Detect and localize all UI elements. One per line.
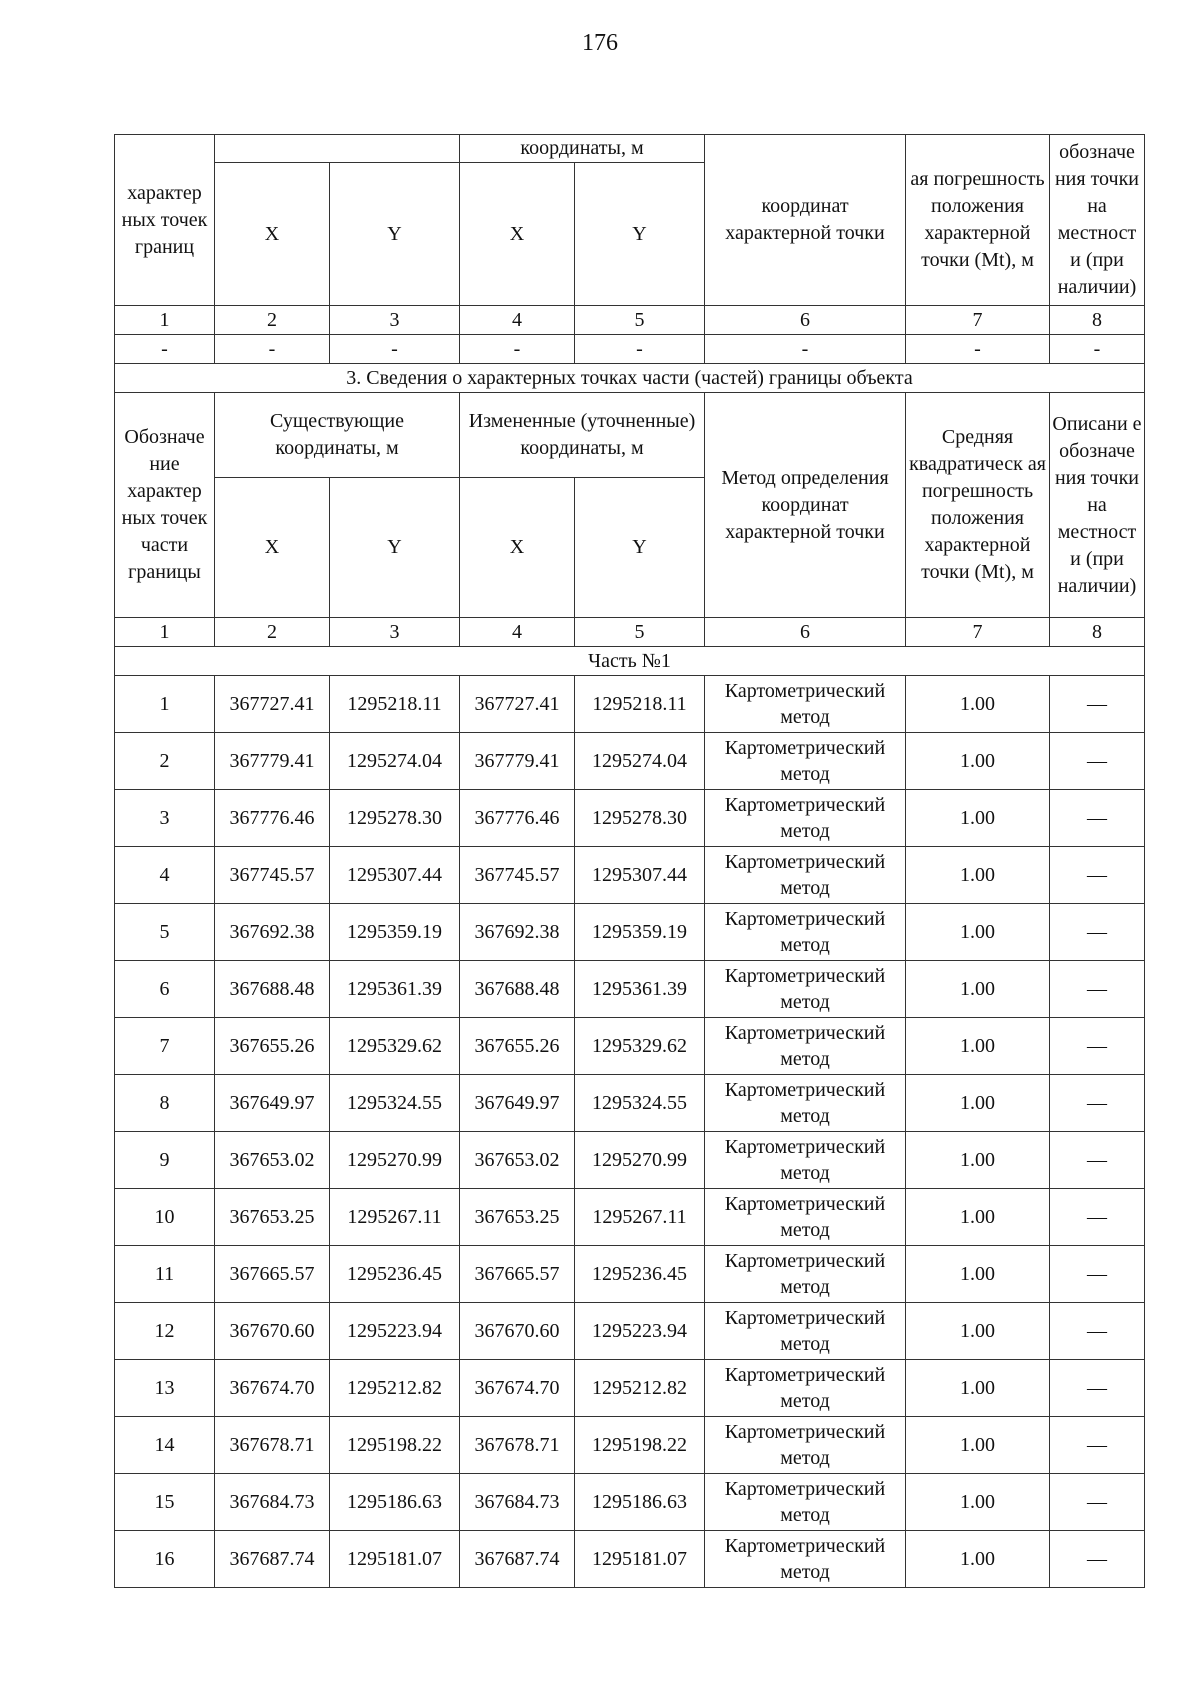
dash-cell: - [575, 335, 705, 364]
changed-x: 367688.48 [460, 961, 575, 1018]
existing-y: 1295218.11 [330, 676, 460, 733]
table-row [115, 1075, 1145, 1132]
table-row [115, 1531, 1145, 1588]
changed-x: 367684.73 [460, 1474, 575, 1531]
description-cell: — [1050, 676, 1145, 733]
dash-cell: - [906, 335, 1050, 364]
header-y: Y [330, 163, 460, 306]
column-number: 2 [215, 306, 330, 335]
mt-cell: 1.00 [906, 847, 1050, 904]
changed-y: 1295223.94 [575, 1303, 705, 1360]
mt-cell: 1.00 [906, 1132, 1050, 1189]
existing-y: 1295267.11 [330, 1189, 460, 1246]
existing-x: 367687.74 [215, 1531, 330, 1588]
header-x: X [215, 478, 330, 618]
changed-x: 367745.57 [460, 847, 575, 904]
table-row [115, 1417, 1145, 1474]
mt-cell: 1.00 [906, 1189, 1050, 1246]
changed-y: 1295270.99 [575, 1132, 705, 1189]
header-x: X [215, 163, 330, 306]
point-number: 3 [115, 790, 215, 847]
method-cell: Картометрический метод [705, 1360, 906, 1417]
changed-y: 1295198.22 [575, 1417, 705, 1474]
description-cell: — [1050, 1417, 1145, 1474]
point-number: 12 [115, 1303, 215, 1360]
existing-x: 367649.97 [215, 1075, 330, 1132]
method-cell: Картометрический метод [705, 733, 906, 790]
existing-x: 367779.41 [215, 733, 330, 790]
column-number: 8 [1050, 306, 1145, 335]
mt-cell: 1.00 [906, 1246, 1050, 1303]
header-mt: Средняя квадратическ ая погрешность положения характерной точки (Mt), м [906, 393, 1050, 618]
table1-empty-row [115, 335, 1145, 364]
point-number: 14 [115, 1417, 215, 1474]
method-cell: Картометрический метод [705, 676, 906, 733]
point-number: 7 [115, 1018, 215, 1075]
column-number: 3 [330, 306, 460, 335]
header-coordinates: координаты, м [460, 135, 705, 163]
header-y: Y [575, 163, 705, 306]
coordinates-table [114, 134, 1145, 1588]
mt-cell: 1.00 [906, 1360, 1050, 1417]
changed-x: 367687.74 [460, 1531, 575, 1588]
dash-cell: - [115, 335, 215, 364]
existing-y: 1295359.19 [330, 904, 460, 961]
description-cell: — [1050, 790, 1145, 847]
existing-y: 1295307.44 [330, 847, 460, 904]
changed-y: 1295361.39 [575, 961, 705, 1018]
column-number: 1 [115, 618, 215, 647]
changed-y: 1295307.44 [575, 847, 705, 904]
changed-y: 1295212.82 [575, 1360, 705, 1417]
dash-cell: - [330, 335, 460, 364]
method-cell: Картометрический метод [705, 1531, 906, 1588]
method-cell: Картометрический метод [705, 1246, 906, 1303]
existing-x: 367665.57 [215, 1246, 330, 1303]
table-row [115, 1360, 1145, 1417]
existing-x: 367684.73 [215, 1474, 330, 1531]
method-cell: Картометрический метод [705, 1189, 906, 1246]
changed-x: 367649.97 [460, 1075, 575, 1132]
existing-y: 1295198.22 [330, 1417, 460, 1474]
point-number: 5 [115, 904, 215, 961]
header-existing-coordinates: Существующие координаты, м [215, 393, 460, 478]
table-row [115, 904, 1145, 961]
point-number: 4 [115, 847, 215, 904]
dash-cell: - [460, 335, 575, 364]
table-row [115, 1246, 1145, 1303]
column-number: 1 [115, 306, 215, 335]
header-method: координат характерной точки [705, 135, 906, 306]
method-cell: Картометрический метод [705, 961, 906, 1018]
changed-x: 367727.41 [460, 676, 575, 733]
header-y: Y [330, 478, 460, 618]
point-number: 8 [115, 1075, 215, 1132]
mt-cell: 1.00 [906, 904, 1050, 961]
changed-x: 367655.26 [460, 1018, 575, 1075]
header-mt: ая погрешность положения характерной точки (Mt), м [906, 135, 1050, 306]
method-cell: Картометрический метод [705, 1303, 906, 1360]
mt-cell: 1.00 [906, 790, 1050, 847]
column-number: 5 [575, 618, 705, 647]
existing-y: 1295324.55 [330, 1075, 460, 1132]
method-cell: Картометрический метод [705, 1417, 906, 1474]
existing-x: 367655.26 [215, 1018, 330, 1075]
changed-y: 1295274.04 [575, 733, 705, 790]
header-x: X [460, 163, 575, 306]
column-number: 2 [215, 618, 330, 647]
existing-x: 367670.60 [215, 1303, 330, 1360]
column-number: 6 [705, 618, 906, 647]
mt-cell: 1.00 [906, 1417, 1050, 1474]
point-number: 1 [115, 676, 215, 733]
description-cell: — [1050, 1531, 1145, 1588]
method-cell: Картометрический метод [705, 904, 906, 961]
point-number: 9 [115, 1132, 215, 1189]
description-cell: — [1050, 1474, 1145, 1531]
existing-y: 1295270.99 [330, 1132, 460, 1189]
existing-y: 1295329.62 [330, 1018, 460, 1075]
header-blank-cell [215, 135, 460, 163]
description-cell: — [1050, 847, 1145, 904]
table1-column-numbers [115, 306, 1145, 335]
existing-x: 367776.46 [215, 790, 330, 847]
mt-cell: 1.00 [906, 1531, 1050, 1588]
existing-x: 367678.71 [215, 1417, 330, 1474]
table-row [115, 1303, 1145, 1360]
existing-x: 367745.57 [215, 847, 330, 904]
description-cell: — [1050, 733, 1145, 790]
mt-cell: 1.00 [906, 1018, 1050, 1075]
section3-column-numbers [115, 618, 1145, 647]
header-method: Метод определения координат характерной точки [705, 393, 906, 618]
point-number: 10 [115, 1189, 215, 1246]
column-number: 5 [575, 306, 705, 335]
existing-y: 1295274.04 [330, 733, 460, 790]
column-number: 7 [906, 306, 1050, 335]
page-number: 176 [582, 30, 618, 56]
changed-y: 1295278.30 [575, 790, 705, 847]
mt-cell: 1.00 [906, 1075, 1050, 1132]
dash-cell: - [1050, 335, 1145, 364]
section-3-title-row [115, 364, 1145, 393]
existing-x: 367727.41 [215, 676, 330, 733]
changed-y: 1295236.45 [575, 1246, 705, 1303]
description-cell: — [1050, 1132, 1145, 1189]
section3-header-row-1 [115, 393, 1145, 478]
header-y: Y [575, 478, 705, 618]
header-characteristic-points: характер ных точек границ [115, 135, 215, 306]
description-cell: — [1050, 1018, 1145, 1075]
existing-y: 1295278.30 [330, 790, 460, 847]
method-cell: Картометрический метод [705, 1018, 906, 1075]
existing-x: 367688.48 [215, 961, 330, 1018]
existing-x: 367692.38 [215, 904, 330, 961]
part-label-row [115, 647, 1145, 676]
point-number: 16 [115, 1531, 215, 1588]
changed-x: 367653.02 [460, 1132, 575, 1189]
existing-y: 1295223.94 [330, 1303, 460, 1360]
method-cell: Картометрический метод [705, 847, 906, 904]
existing-y: 1295181.07 [330, 1531, 460, 1588]
dash-cell: - [215, 335, 330, 364]
mt-cell: 1.00 [906, 676, 1050, 733]
existing-y: 1295361.39 [330, 961, 460, 1018]
changed-x: 367779.41 [460, 733, 575, 790]
description-cell: — [1050, 961, 1145, 1018]
table-row [115, 790, 1145, 847]
point-number: 11 [115, 1246, 215, 1303]
description-cell: — [1050, 1246, 1145, 1303]
table-row [115, 847, 1145, 904]
table-row [115, 1132, 1145, 1189]
header-designation: Обозначе ние характер ных точек части границы [115, 393, 215, 618]
dash-cell: - [705, 335, 906, 364]
header-x: X [460, 478, 575, 618]
part-label: Часть №1 [115, 647, 1145, 676]
point-number: 6 [115, 961, 215, 1018]
changed-x: 367670.60 [460, 1303, 575, 1360]
column-number: 4 [460, 306, 575, 335]
method-cell: Картометрический метод [705, 1075, 906, 1132]
description-cell: — [1050, 1189, 1145, 1246]
table1-header-row-1 [115, 135, 1145, 163]
description-cell: — [1050, 1360, 1145, 1417]
existing-y: 1295186.63 [330, 1474, 460, 1531]
description-cell: — [1050, 1303, 1145, 1360]
method-cell: Картометрический метод [705, 1474, 906, 1531]
changed-x: 367678.71 [460, 1417, 575, 1474]
column-number: 4 [460, 618, 575, 647]
existing-x: 367653.25 [215, 1189, 330, 1246]
changed-x: 367653.25 [460, 1189, 575, 1246]
changed-y: 1295267.11 [575, 1189, 705, 1246]
changed-y: 1295359.19 [575, 904, 705, 961]
mt-cell: 1.00 [906, 733, 1050, 790]
point-number: 13 [115, 1360, 215, 1417]
column-number: 3 [330, 618, 460, 647]
changed-x: 367776.46 [460, 790, 575, 847]
mt-cell: 1.00 [906, 961, 1050, 1018]
header-changed-coordinates: Измененные (уточненные) координаты, м [460, 393, 705, 478]
column-number: 7 [906, 618, 1050, 647]
method-cell: Картометрический метод [705, 1132, 906, 1189]
existing-x: 367674.70 [215, 1360, 330, 1417]
section-3-title: 3. Сведения о характерных точках части (частей) границы объекта [115, 364, 1145, 393]
table-row [115, 733, 1145, 790]
column-number: 6 [705, 306, 906, 335]
existing-y: 1295212.82 [330, 1360, 460, 1417]
changed-y: 1295181.07 [575, 1531, 705, 1588]
mt-cell: 1.00 [906, 1303, 1050, 1360]
changed-x: 367665.57 [460, 1246, 575, 1303]
method-cell: Картометрический метод [705, 790, 906, 847]
point-number: 15 [115, 1474, 215, 1531]
header-description: обозначе ния точки на местност и (при наличии) [1050, 135, 1145, 306]
mt-cell: 1.00 [906, 1474, 1050, 1531]
table-row [115, 1189, 1145, 1246]
changed-x: 367674.70 [460, 1360, 575, 1417]
changed-x: 367692.38 [460, 904, 575, 961]
header-description: Описани е обозначе ния точки на местност и (при наличии) [1050, 393, 1145, 618]
column-number: 8 [1050, 618, 1145, 647]
table-row [115, 676, 1145, 733]
changed-y: 1295324.55 [575, 1075, 705, 1132]
changed-y: 1295186.63 [575, 1474, 705, 1531]
existing-x: 367653.02 [215, 1132, 330, 1189]
point-number: 2 [115, 733, 215, 790]
table-row [115, 1474, 1145, 1531]
description-cell: — [1050, 1075, 1145, 1132]
description-cell: — [1050, 904, 1145, 961]
table-row [115, 1018, 1145, 1075]
existing-y: 1295236.45 [330, 1246, 460, 1303]
changed-y: 1295329.62 [575, 1018, 705, 1075]
changed-y: 1295218.11 [575, 676, 705, 733]
table-row [115, 961, 1145, 1018]
